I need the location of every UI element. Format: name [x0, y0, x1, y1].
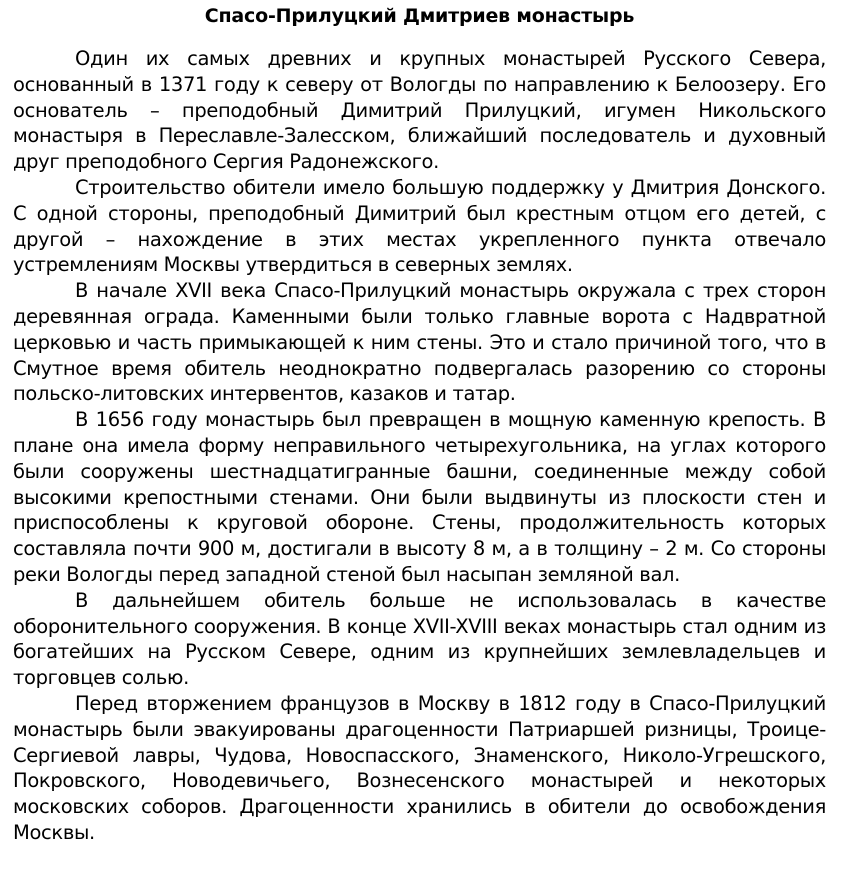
paragraph-founding: Один их самых древних и крупных монастырей Русского Севера, основанный в 1371 году к северу от Вологды по направлению к Белоозеру. Его основатель – преподобный Димитрий Прилуцкий, игумен Никольского монастыря в Переславле-Залесском, ближайший последователь и духовный друг преподобного Сергия Радонежского. — [13, 47, 826, 174]
document-title: Спасо-Прилуцкий Дмитриев монастырь — [204, 5, 635, 27]
paragraph-1812: Перед вторжением французов в Москву в 1812 году в Спасо-Прилуцкий монастырь были эвакуированы драгоценности Патриаршей ризницы, Троице-Сергиевой лавры, Чудова, Новоспасского, Знаменского, Николо-Угрешского, Покровского, Новодевичьего, Вознесенского монастырей и некоторых московских соборов. Драгоценности хранились в обители до освобождения Москвы. — [13, 691, 826, 844]
paragraph-seventeenth-century: В начале XVII века Спасо-Прилуцкий монастырь окружала с трех сторон деревянная ограда. Каменными были только главные ворота с Надвратной церковью и часть примыкающей к ним стены. Это и стало причиной того, что в Смутное время обитель неоднократно подвергалась разорению со стороны польско-литовских интервентов, казаков и татар. — [13, 279, 826, 406]
paragraph-construction: Строительство обители имело большую поддержку у Дмитрия Донского. С одной стороны, преподобный Димитрий был крестным отцом его детей, с другой – нахождение в этих местах укрепленного пункта отвечало устремлениям Москвы утвердиться в северных землях. — [13, 175, 826, 277]
paragraph-later-history: В дальнейшем обитель больше не использовалась в качестве оборонительного сооружения. В конце XVII-XVIII веках монастырь стал одним из богатейших на Русском Севере, одним из крупнейших землевладельцев и торговцев солью. — [13, 588, 826, 690]
document-body — [13, 4, 826, 846]
paragraph-fortress: В 1656 году монастырь был превращен в мощную каменную крепость. В плане она имела форму неправильного четырехугольника, на углах которого были сооружены шестнадцатигранные башни, соединенные между собой высокими крепостными стенами. Они были выдвинуты из плоскости стен и приспособлены к круговой обороне. Стены, продолжительность которых составляла почти 900 м, достигали в высоту 8 м, а в толщину – 2 м. Со стороны реки Вологды перед западной стеной был насыпан земляной вал. — [13, 408, 826, 586]
